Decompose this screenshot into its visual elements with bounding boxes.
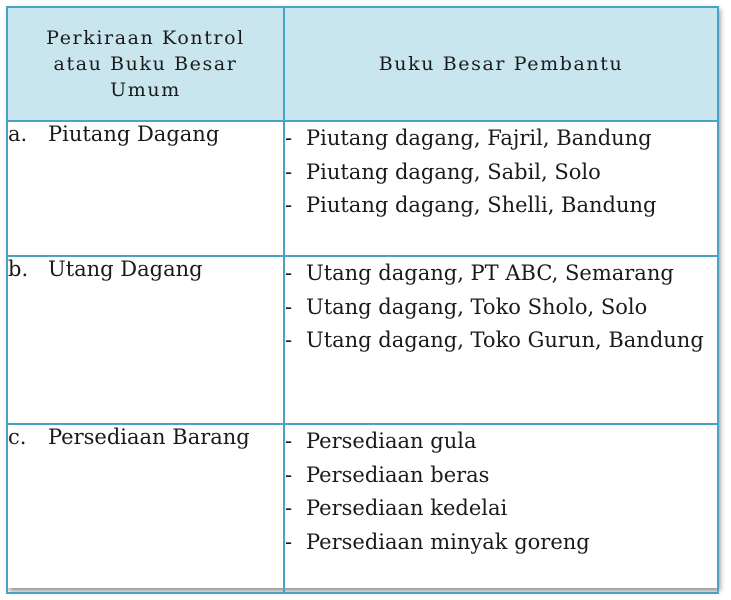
dash-bullet: - — [285, 462, 293, 487]
header-subsidiary-ledger — [284, 7, 718, 121]
account-cell — [7, 256, 284, 424]
entry-text: Piutang dagang, Shelli, Bandung — [306, 193, 657, 217]
entry-text: Utang dagang, Toko Sholo, Solo — [306, 294, 648, 319]
entry-text: Persediaan beras — [306, 462, 490, 487]
dash-bullet: - — [285, 294, 293, 319]
dash-bullet: - — [285, 193, 293, 217]
entries-list — [285, 122, 717, 223]
list-item — [285, 156, 717, 190]
dash-bullet: - — [285, 328, 293, 352]
entries-cell — [284, 121, 718, 256]
dash-bullet: - — [285, 496, 293, 520]
list-item — [285, 122, 717, 156]
account-name: Persediaan Barang — [48, 425, 250, 449]
dash-bullet: - — [285, 261, 293, 285]
entries-cell — [284, 256, 718, 424]
row-letter: b. — [8, 257, 29, 281]
entries-list — [285, 425, 717, 559]
header-line: atau Buku Besar — [53, 53, 238, 75]
list-item — [285, 425, 717, 459]
dash-bullet: - — [285, 529, 293, 554]
list-item — [285, 324, 717, 358]
account-name: Piutang Dagang — [48, 122, 220, 146]
header-control-account — [7, 7, 284, 121]
row-letter: a. — [8, 122, 28, 146]
dash-bullet: - — [285, 429, 293, 453]
row-letter: c. — [8, 425, 27, 449]
account-cell — [7, 121, 284, 256]
account-cell — [7, 424, 284, 593]
table-row — [7, 121, 718, 256]
list-item — [285, 257, 717, 291]
entry-text: Persediaan minyak goreng — [306, 529, 590, 554]
list-item — [285, 492, 717, 526]
entry-text: Piutang dagang, Sabil, Solo — [306, 159, 601, 184]
list-item — [285, 189, 717, 223]
list-item — [285, 459, 717, 493]
header-line: Perkiraan Kontrol — [46, 27, 245, 49]
dash-bullet: - — [285, 159, 293, 184]
header-line: Umum — [110, 79, 181, 101]
entries-list — [285, 257, 717, 358]
ledger-table-frame — [6, 6, 717, 588]
ledger-table — [6, 6, 719, 594]
entry-text: Persediaan gula — [306, 429, 477, 453]
list-item — [285, 526, 717, 560]
entry-text: Piutang dagang, Fajril, Bandung — [306, 126, 652, 150]
account-name: Utang Dagang — [48, 257, 203, 281]
header-text: Buku Besar Pembantu — [378, 53, 624, 75]
list-item — [285, 291, 717, 325]
table-row — [7, 424, 718, 593]
entry-text: Persediaan kedelai — [306, 496, 508, 520]
entry-text: Utang dagang, PT ABC, Semarang — [306, 261, 674, 285]
entries-cell — [284, 424, 718, 593]
table-header-row — [7, 7, 718, 121]
dash-bullet: - — [285, 126, 293, 150]
table-row — [7, 256, 718, 424]
entry-text: Utang dagang, Toko Gurun, Bandung — [306, 328, 704, 352]
